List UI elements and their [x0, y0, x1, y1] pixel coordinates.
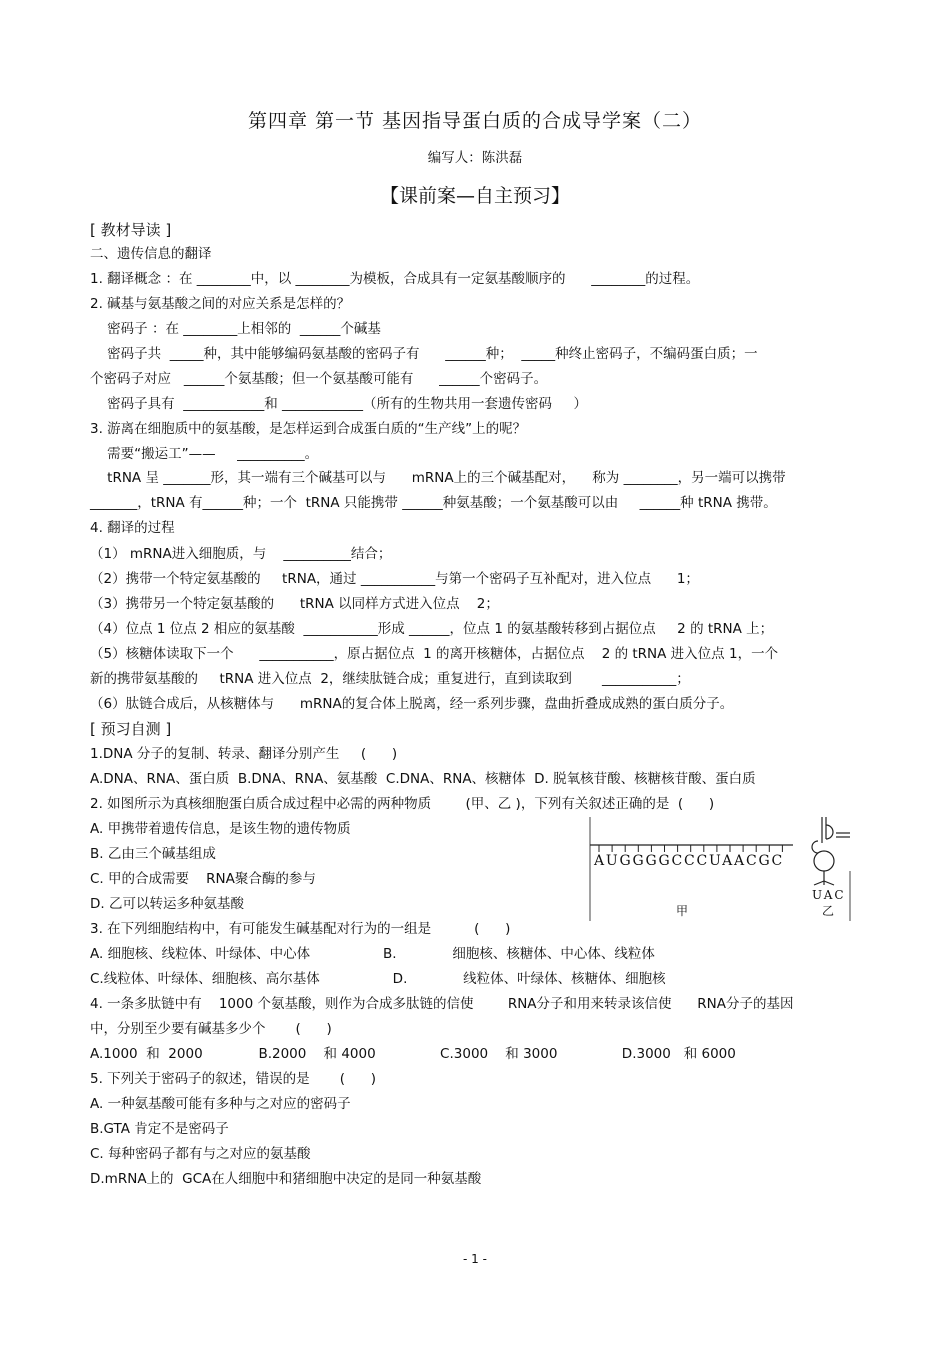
page-title: 第四章 第一节 基因指导蛋白质的合成导学案（二） [247, 110, 703, 132]
section-title: 【课前案—自主预习】 [379, 185, 570, 207]
text-line: 3. 在下列细胞结构中，有可能发生碱基配对行为的一组是 ( ) [90, 921, 511, 937]
mrna-sequence: AUGGGGCCCUAACGC [594, 853, 784, 869]
text-line: 2. 如图所示为真核细胞蛋白质合成过程中必需的两种物质 (甲、乙 )，下列有关叙述正确的是 ( ) [90, 796, 715, 812]
page-number: - 1 - [463, 1252, 487, 1266]
heading-textbook-guide: [ 教材导读 ] [90, 221, 172, 239]
text-line: 密码子 ：在 ________上相邻的 ______个碱基 [90, 321, 381, 337]
mrna-trna-figure [588, 815, 852, 923]
text-line: （2）携带一个特定氨基酸的 tRNA，通过 ___________与第一个密码子互补配对，进入位点 1； [90, 571, 699, 587]
text-line: 1.DNA 分子的复制、转录、翻译分别产生 ( ) [90, 746, 398, 762]
author: 编写人：陈洪磊 [427, 150, 523, 166]
text-line: A.DNA、RNA、蛋白质 B.DNA、RNA、氨基酸 C.DNA、RNA、核糖体 D. 脱氧核苷酸、核糖核苷酸、蛋白质 [90, 771, 756, 787]
option-line: A. 一种氨基酸可能有多种与之对应的密码子 [90, 1096, 351, 1112]
option-line: C. 每种密码子都有与之对应的氨基酸 [90, 1146, 311, 1162]
heading-self-test: [ 预习自测 ] [90, 720, 172, 738]
text-line: （6）肽链合成后，从核糖体与 mRNA的复合体上脱离，经一系列步骤，盘曲折叠成成熟的蛋白质分子。 [90, 696, 734, 712]
option-line: B.GTA 肯定不是密码子 [90, 1121, 229, 1137]
text-line: 5. 下列关于密码子的叙述，错误的是 ( ) [90, 1071, 376, 1087]
label-yi: 乙 [822, 904, 835, 918]
option-line: B. 乙由三个碱基组成 [90, 846, 216, 862]
text-line: _______，tRNA 有______种；一个 tRNA 只能携带 ______种氨基酸；一个氨基酸可以由 ______种 tRNA 携带。 [90, 495, 777, 511]
option-line: A. 细胞核、线粒体、叶绿体、中心体 B. 细胞核、核糖体、中心体、线粒体 [90, 946, 655, 962]
text-line: 密码子具有 ____________和 ____________（所有的生物共用一套遗传密码 ） [90, 396, 587, 412]
option-line: C.线粒体、叶绿体、细胞核、高尔基体 D. 线粒体、叶绿体、核糖体、细胞核 [90, 971, 666, 987]
option-line: D. 乙可以转运多种氨基酸 [90, 896, 244, 912]
option-line: D.mRNA上的 GCA在人细胞中和猪细胞中决定的是同一种氨基酸 [90, 1171, 482, 1187]
text-line: 二、遗传信息的翻译 [90, 246, 212, 262]
label-jia: 甲 [676, 904, 689, 918]
text-line: 4. 翻译的过程 [90, 520, 175, 536]
text-line: 新的携带氨基酸的 tRNA 进入位点 2，继续肽链合成；重复进行，直到读取到 ___________； [90, 671, 690, 687]
text-line: （4）位点 1 位点 2 相应的氨基酸 ___________形成 ______，位点 1 的氨基酸转移到占据位点 2 的 tRNA 上； [90, 621, 774, 637]
text-line: 密码子共 _____种，其中能够编码氨基酸的密码子有 ______种； _____种终止密码子，不编码蛋白质；一 [90, 346, 758, 362]
text-line: 2. 碱基与氨基酸之间的对应关系是怎样的？ [90, 296, 351, 312]
text-line: （1） mRNA进入细胞质，与 __________结合； [90, 546, 392, 562]
text-line: 中，分别至少要有碱基多少个 ( ) [90, 1021, 332, 1037]
text-line: （3）携带另一个特定氨基酸的 tRNA 以同样方式进入位点 2； [90, 596, 499, 612]
trna-cloverleaf [812, 817, 850, 885]
text-line: 1. 翻译概念 ：在 ________中，以 ________为模板，合成具有一定氨基酸顺序的 ________的过程。 [90, 271, 700, 287]
option-line: A.1000 和 2000 B.2000 和 4000 C.3000 和 3000 D.3000 和 6000 [90, 1046, 736, 1062]
text-line: 需要“搬运工”—— __________。 [90, 446, 319, 462]
option-line: C. 甲的合成需要 RNA聚合酶的参与 [90, 871, 316, 887]
text-line: 4. 一条多肽链中有 1000 个氨基酸，则作为合成多肽链的信使 RNA分子和用来转录该信使 RNA分子的基因 [90, 996, 794, 1012]
text-line: tRNA 呈 _______形，其一端有三个碱基可以与 mRNA上的三个碱基配对， 称为 ________，另一端可以携带 [90, 470, 786, 486]
text-line: 3. 游离在细胞质中的氨基酸，是怎样运到合成蛋白质的“生产线”上的呢？ [90, 421, 527, 437]
option-line: A. 甲携带着遗传信息，是该生物的遗传物质 [90, 821, 351, 837]
text-line: （5）核糖体读取下一个 ___________，原占据位点 1 的离开核糖体，占据位点 2 的 tRNA 进入位点 1，一个 [90, 646, 779, 662]
text-line: 个密码子对应 ______个氨基酸；但一个氨基酸可能有 ______个密码子。 [90, 371, 548, 387]
trna-anticodon: UAC [812, 888, 846, 902]
